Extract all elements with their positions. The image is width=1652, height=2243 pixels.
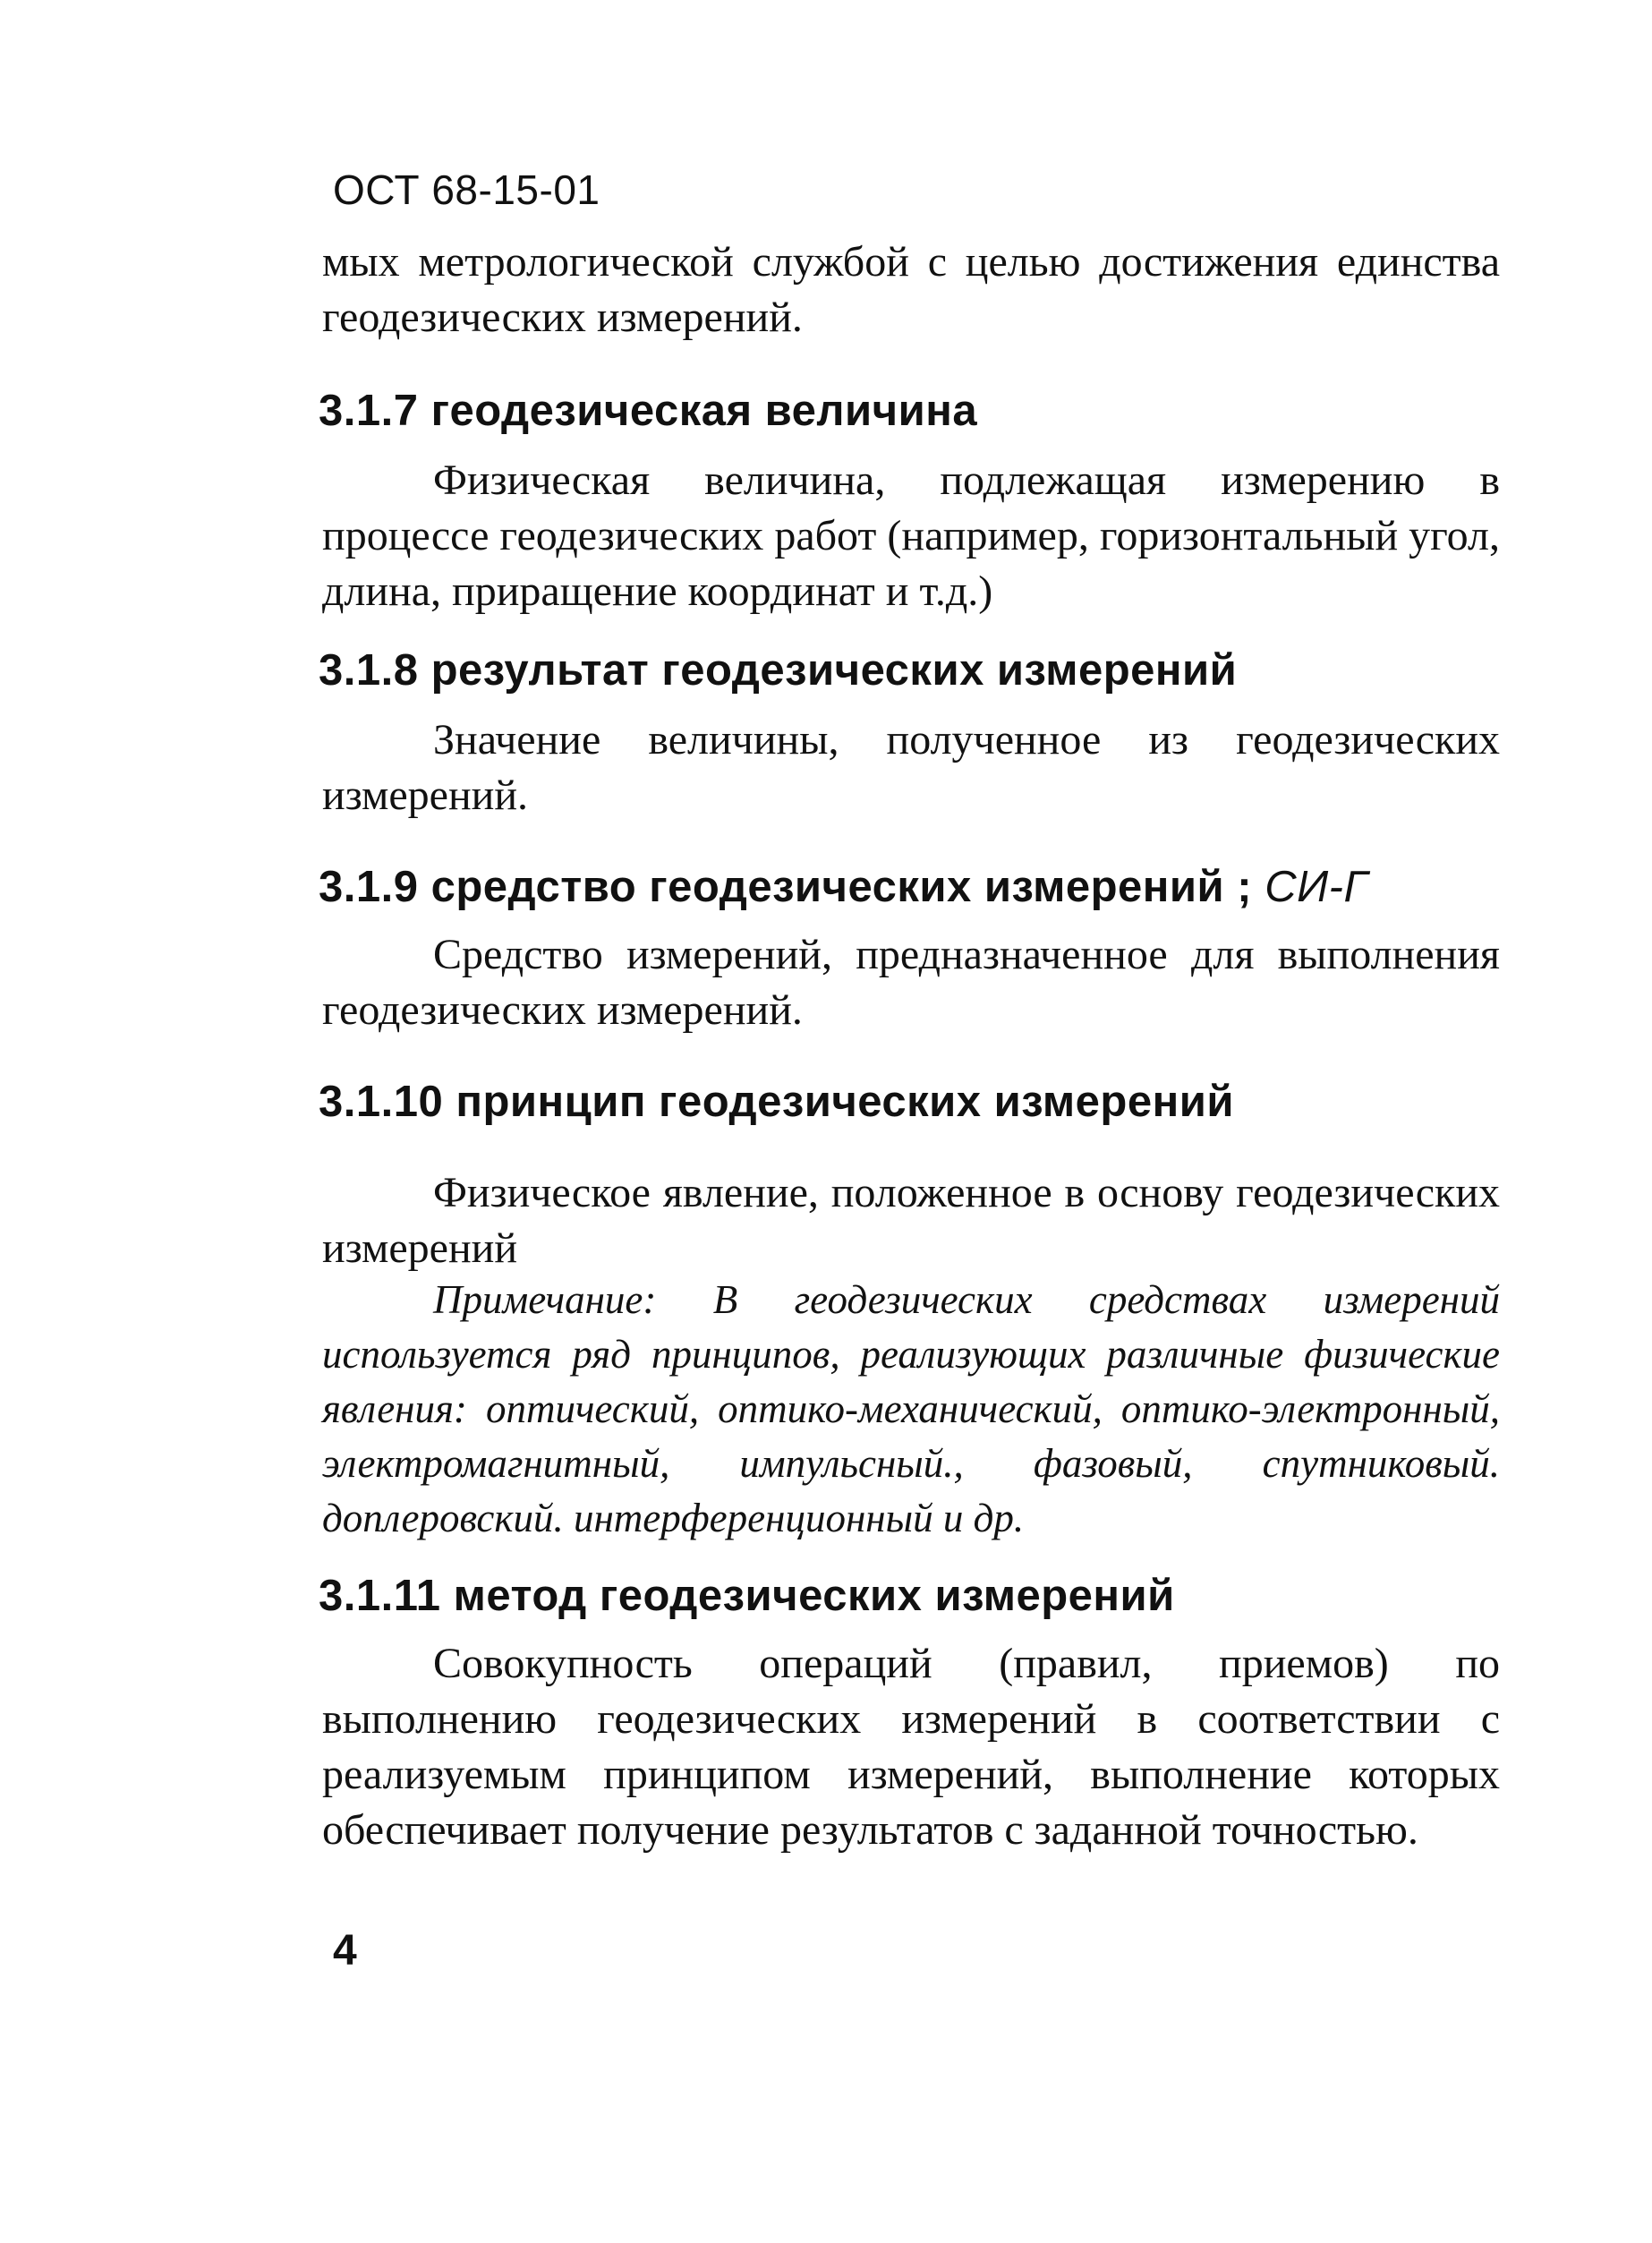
section-definition-3-1-10: Физическое явление, положенное в основу геодезических измерений <box>322 1169 1500 1272</box>
section-number: 3.1.8 <box>319 646 419 695</box>
section-heading-3-1-8 <box>319 643 1237 698</box>
section-term: средство геодезических измерений ; <box>430 863 1253 911</box>
section-term: метод геодезических измерений <box>453 1572 1175 1620</box>
section-heading-3-1-9 <box>319 859 1368 915</box>
section-abbreviation: СИ-Г <box>1265 863 1368 911</box>
section-number: 3.1.7 <box>319 387 419 435</box>
section-heading-3-1-10 <box>319 1074 1234 1130</box>
section-term: геодезическая величина <box>430 387 978 435</box>
page-number: 4 <box>333 1927 357 1974</box>
section-term: результат геодезических измерений <box>430 646 1238 695</box>
section-number: 3.1.9 <box>319 863 419 911</box>
section-heading-3-1-11 <box>319 1568 1175 1624</box>
section-heading-3-1-7 <box>319 383 977 439</box>
section-definition-3-1-11: Совокупность операций (правил, приемов) по выполнению геодезических измерений в соответствии с реализуемым принципом измерений, выполнение которых обеспечивает получение результатов с заданной точностью. <box>322 1640 1500 1854</box>
section-term: принцип геодезических измерений <box>456 1078 1234 1126</box>
section-note-3-1-10: Примечание: В геодезических средствах измерений используется ряд принципов, реализующих различные физические явления: оптический, оптико-механический, оптико-электронный, электромагнитный, импульсный., фазовый, спутниковый. доплеровский. интерференционный и др. <box>322 1277 1500 1540</box>
section-number: 3.1.10 <box>319 1078 444 1126</box>
section-number: 3.1.11 <box>319 1572 441 1620</box>
document-code-header: ОСТ 68-15-01 <box>333 166 600 213</box>
section-definition-3-1-9: Средство измерений, предназначенное для выполнения геодезических измерений. <box>322 931 1500 1034</box>
section-definition-3-1-8: Значение величины, полученное из геодезических измерений. <box>322 716 1500 819</box>
section-definition-3-1-7: Физическая величина, подлежащая измерению в процессе геодезических работ (например, горизонтальный угол, длина, приращение координат и т.д.) <box>322 456 1500 615</box>
continuation-paragraph: мых метрологической службой с целью достижения единства геодезических измерений. <box>322 238 1500 341</box>
